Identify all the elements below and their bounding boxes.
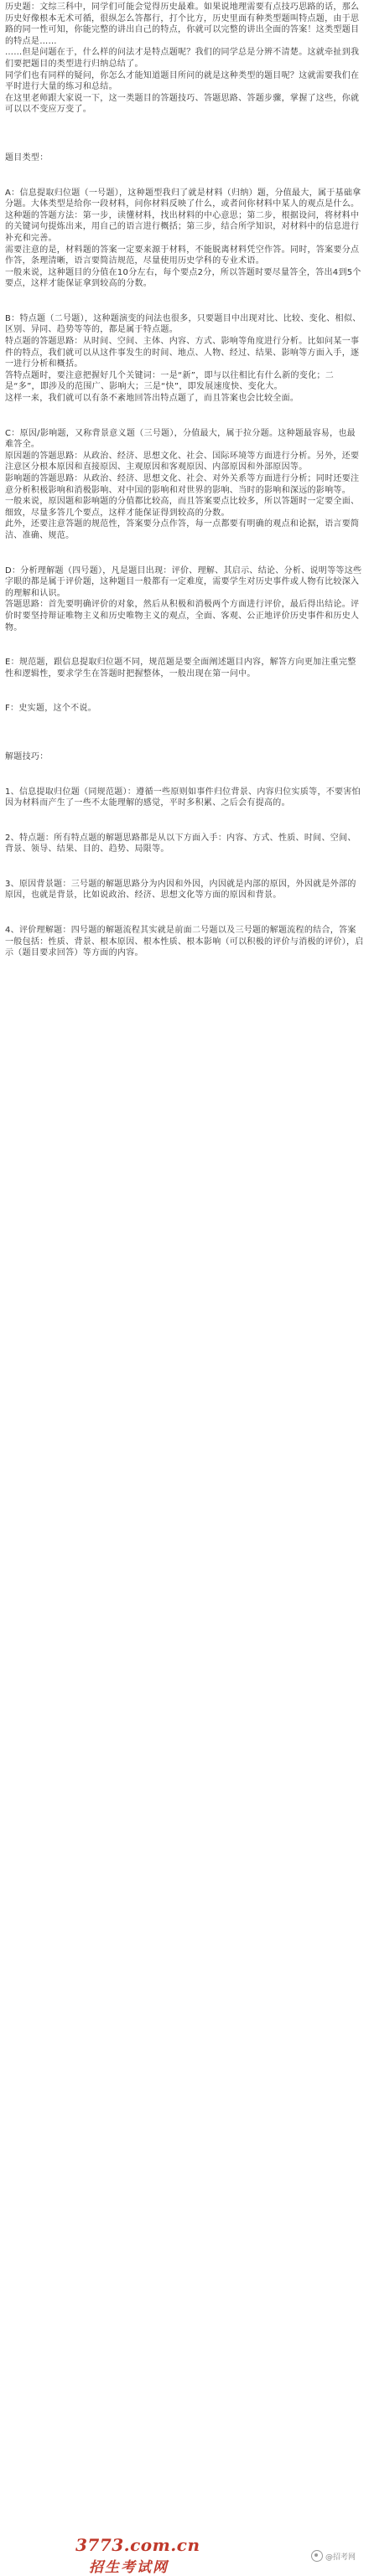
block-paragraph: 原因题的答题思路：从政治、经济、思想文化、社会、国际环境等方面进行分析。另外，还要注意区分根本原因和直接原因、主观原因和客观原因、内部原因和外部原因等。 [5, 451, 360, 472]
intro-paragraph: 在这里老师跟大家说一下，这一类题目的答题技巧、答题思路、答题步骤，掌握了这些，你就可以以不变应万变了。 [5, 93, 360, 115]
weibo-watermark [311, 2550, 356, 2562]
block-paragraph: E：规范题，跟信息提取归位题不同，规范题是要全面阐述题目内容，解答方向更加注重完整性和逻辑性，要求学生在答题时把握整体，一般出现在第一问中。 [5, 658, 356, 679]
block-paragraph: 答特点题时，要注意把握好几个关键词：一是“新”，即与以往相比有什么新的变化；二是“多”，即涉及的范围广、影响大；三是“快”，即发展速度快、变化大。 [5, 370, 335, 392]
intro-paragraph: 历史题：文综三科中，同学们可能会觉得历史最难。如果说地理需要有点技巧思路的话，那么历史好像根本无术可循，很纵怎么答都行，打个比方，历史里面有种类型题叫特点题，由于思路的同一性可知，你能完整的讲出自己的特点，你就可以完整的讲出全面的答案！这类型题目的特点是…… [5, 3, 360, 46]
skills-section [5, 787, 364, 959]
block-paragraph: 这样一来，我们就可以有条不紊地回答出特点题了，而且答案也会比较全面。 [5, 394, 299, 404]
block-paragraph: 需要注意的是，材料题的答案一定要来源于材料，不能脱离材料凭空作答。同时，答案要分点作答，条理清晰，语言要简洁规范，尽量使用历史学科的专业术语。 [5, 245, 360, 266]
skill-paragraph: 2、特点题：所有特点题的解题思路都是从以下方面入手：内容、方式、性质、时间、空间、背景、领导、结果、目的、趋势、局限等。 [5, 833, 356, 854]
block-paragraph: D：分析理解题（四号题），凡是题目出现：评价、理解、其启示、结论、分析、说明等等这些字眼的都是属于评价题，这种题目一般都有一定难度，需要学生对历史事件或人物有比较深入的理解和认识。 [5, 565, 362, 598]
skill-paragraph: 1、信息提取归位题（同规范题）：遵循一些原则如事件归位背景、内容归位实质等，不要害怕因为材料而产生了一些不太能理解的感觉，平时多积累、之后会有提高的。 [5, 787, 361, 808]
block-paragraph: 这种题的答题方法：第一步，读懂材料，找出材料的中心意思；第二步，根据设问，将材料中的关键词句提炼出来，用自己的语言进行概括；第三步，结合所学知识，对材料中的信息进行补充和完善。 [5, 210, 360, 243]
block-paragraph: F：史实题，这个不说。 [5, 704, 97, 714]
block-paragraph: A：信息提取归位题（一号题），这种题型我归了就是材料（归纳）题，分值最大，属于基础拿分题。大体类型是给你一段材料，问你材料反映了什么，或者问你材料中某人的观点是什么。 [5, 188, 361, 209]
article-content [0, 0, 369, 959]
question-type-block-b [5, 313, 364, 405]
block-paragraph: 影响题的答题思路：从政治、经济、思想文化、社会、对外关系等方面进行分析；同时还要注意分析积极影响和消极影响、对中国的影响和对世界的影响、当时的影响和深远的影响等。 [5, 474, 360, 495]
site-logo-name: 招生考试网 [89, 2559, 169, 2576]
block-paragraph: 一般来说，原因题和影响题的分值都比较高，而且答案要点比较多，所以答题时一定要全面、细致，尽量多答几个要点，这样才能保证得到较高的分数。 [5, 497, 360, 518]
section-title-skills: 解题技巧： [5, 751, 49, 761]
weibo-icon [311, 2550, 323, 2562]
block-paragraph: 特点题的答题思路：从时间、空间、主体、内容、方式、影响等角度进行分析。比如问某一事件的特点，我们就可以从这件事发生的时间、地点、人物、经过、结果、影响等方面入手，逐一进行分析和概括。 [5, 337, 360, 369]
question-type-block-d [5, 565, 364, 634]
block-paragraph: 答题思路：首先要明确评价的对象，然后从积极和消极两个方面进行评价，最后得出结论。评价时要坚持辩证唯物主义和历史唯物主义的观点，全面、客观、公正地评价历史事件和历史人物。 [5, 600, 360, 632]
question-type-block-e [5, 657, 364, 679]
block-paragraph: 一般来说，这种题目的分值在10分左右，每个要点2分，所以答题时要尽量答全，答出4到5个要点，这样才能保证拿到较高的分数。 [5, 267, 361, 289]
block-paragraph: 此外，还要注意答题的规范性，答案要分点作答，每一点都要有明确的观点和论据，语言要简洁、准确、规范。 [5, 519, 360, 540]
skill-paragraph: 3、原因背景题：三号题的解题思路分为内因和外因，内因就是内部的原因，外因就是外部的原因，也就是背景，比如说政治、经济、思想文化等方面的原因和背景。 [5, 879, 356, 901]
question-type-block-a [5, 188, 364, 290]
question-type-block-c [5, 428, 364, 542]
intro-section [5, 2, 364, 116]
footer-branding [0, 2532, 369, 2575]
intro-paragraph: ……但是问题在于，什么样的问法才是特点题呢？我们的同学总是分辨不清楚。这就牵扯到我们要把题目的类型进行归纳总结了。 [5, 48, 360, 69]
skill-paragraph: 4、评价理解题：四号题的解题流程其实就是前面二号题以及三号题的解题流程的结合，答案一般包括：性质、背景、根本原因、根本性质、根本影响（可以积极的评价与消极的评价），启示（题目要求回答）等方面的内容。 [5, 926, 364, 958]
site-logo-url[interactable]: 3773.com.cn [75, 2535, 200, 2555]
watermark-text: @招考网 [325, 2553, 356, 2562]
block-paragraph: B：特点题（二号题），这种题演变的问法也很多，只要题目中出现对比、比较、变化、相似、区别、异同、趋势等等的，都是属于特点题。 [5, 313, 361, 335]
question-type-block-f [5, 703, 364, 715]
block-paragraph: C：原因/影响题，又称背景意义题（三号题），分值最大，属于拉分题。这种题最容易，也最难答全。 [5, 428, 356, 450]
section-title-question-types: 题目类型： [5, 152, 49, 163]
intro-paragraph: 同学们也有同样的疑问，你怎么才能知道题目所问的就是这种类型的题目呢？这就需要我们在平时进行大量的练习和总结。 [5, 70, 360, 92]
